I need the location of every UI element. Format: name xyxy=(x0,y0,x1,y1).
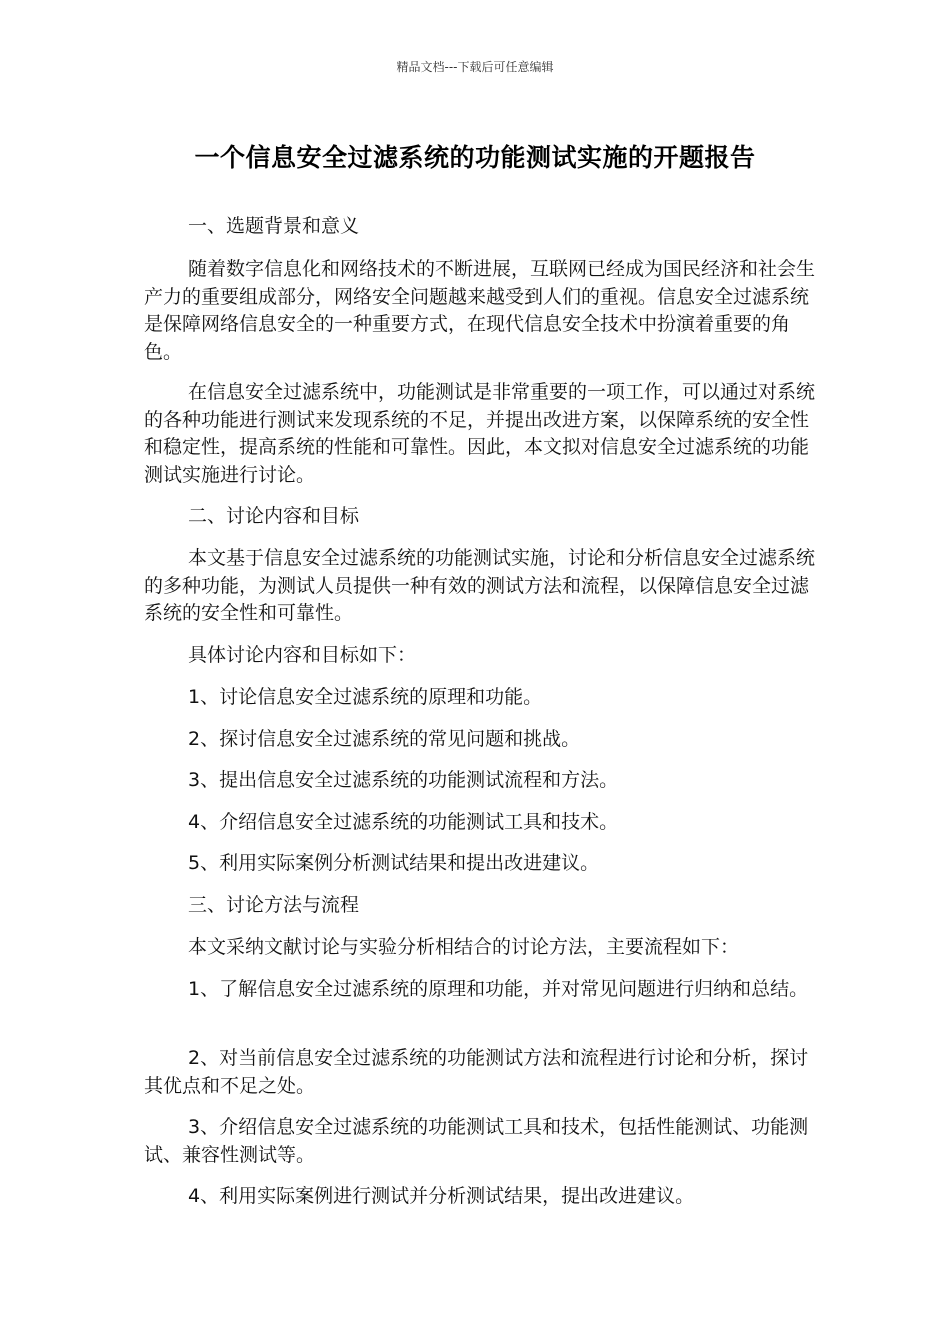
list-item-goal-2: 2、探讨信息安全过滤系统的常见问题和挑战。 xyxy=(188,728,581,750)
list-item-step-2: 2、对当前信息安全过滤系统的功能测试方法和流程进行讨论和分析，探讨其优点和不足之处。 xyxy=(144,1047,809,1097)
paragraph-method-intro: 本文采纳文献讨论与实验分析相结合的讨论方法，主要流程如下： xyxy=(188,936,740,958)
section-heading-2: 二、讨论内容和目标 xyxy=(188,505,360,527)
list-item-step-3: 3、介绍信息安全过滤系统的功能测试工具和技术，包括性能测试、功能测试、兼容性测试等。 xyxy=(144,1116,809,1166)
section-heading-3: 三、讨论方法与流程 xyxy=(188,894,360,916)
paragraph-content-goals: 本文基于信息安全过滤系统的功能测试实施，讨论和分析信息安全过滤系统的多种功能，为测试人员提供一种有效的测试方法和流程，以保障信息安全过滤系统的安全性和可靠性。 xyxy=(144,547,816,624)
document-title: 一个信息安全过滤系统的功能测试实施的开题报告 xyxy=(194,143,756,172)
header-note: 精品文档---下载后可任意编辑 xyxy=(396,60,554,74)
paragraph-background: 随着数字信息化和网络技术的不断进展，互联网已经成为国民经济和社会生产力的重要组成部分，网络安全问题越来越受到人们的重视。信息安全过滤系统是保障网络信息安全的一种重要方式，在现代信息安全技术中扮演着重要的角色。 xyxy=(144,258,816,363)
list-item-goal-4: 4、介绍信息安全过滤系统的功能测试工具和技术。 xyxy=(188,811,619,833)
list-item-step-4: 4、利用实际案例进行测试并分析测试结果，提出改进建议。 xyxy=(188,1185,695,1207)
list-item-goal-1: 1、讨论信息安全过滤系统的原理和功能。 xyxy=(188,686,543,708)
paragraph-goals-intro: 具体讨论内容和目标如下： xyxy=(188,644,417,666)
list-item-step-1: 1、了解信息安全过滤系统的原理和功能，并对常见问题进行归纳和总结。 xyxy=(188,978,809,1000)
list-item-goal-5: 5、利用实际案例分析测试结果和提出改进建议。 xyxy=(188,852,600,874)
paragraph-testing-importance: 在信息安全过滤系统中，功能测试是非常重要的一项工作，可以通过对系统的各种功能进行测试来发现系统的不足，并提出改进方案，以保障系统的安全性和稳定性，提高系统的性能和可靠性。因此，本文拟对信息安全过滤系统的功能测试实施进行讨论。 xyxy=(144,381,816,486)
list-item-goal-3: 3、提出信息安全过滤系统的功能测试流程和方法。 xyxy=(188,769,619,791)
section-heading-1: 一、选题背景和意义 xyxy=(188,215,360,237)
